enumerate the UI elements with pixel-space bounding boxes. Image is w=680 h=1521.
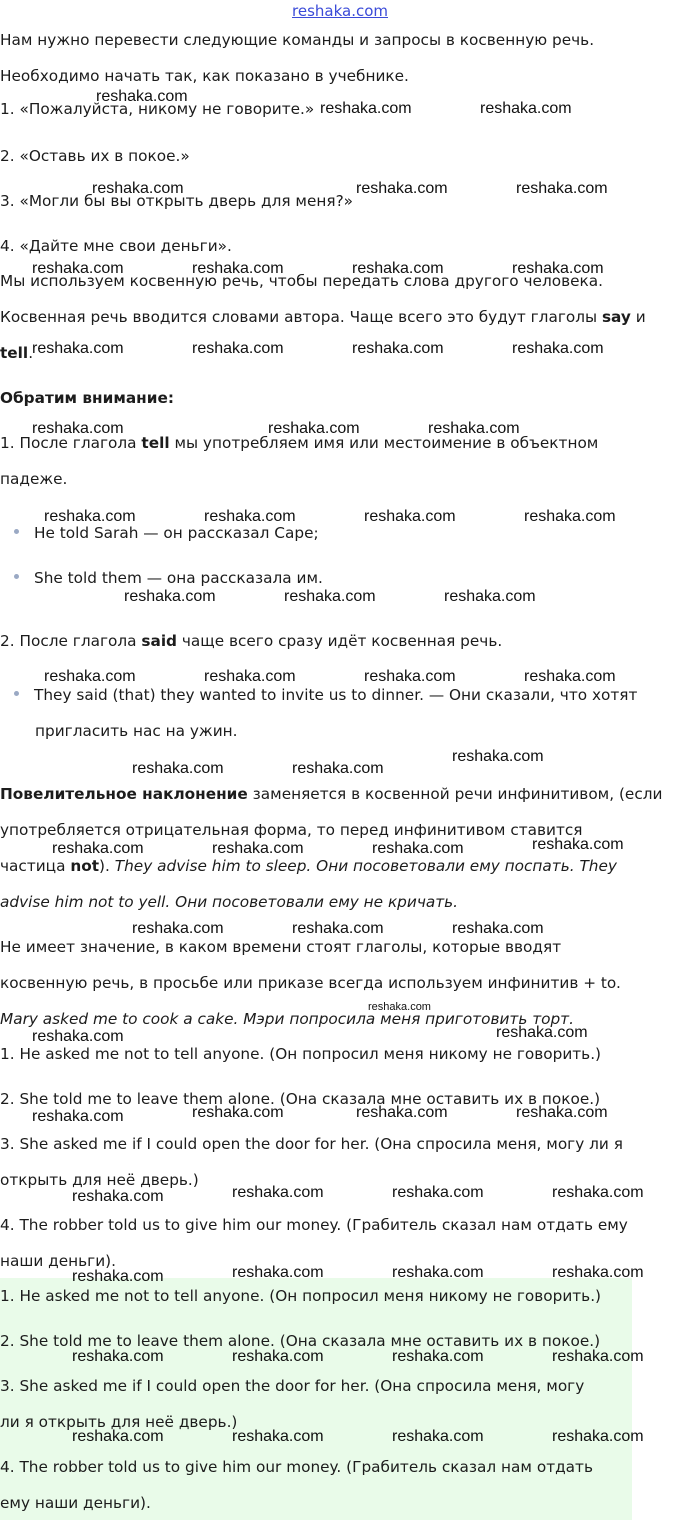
task-3: 3. «Могли бы вы открыть дверь для меня?» — [0, 192, 354, 210]
watermark: reshaka.com — [192, 260, 284, 277]
watermark: reshaka.com — [368, 1001, 431, 1013]
site-link[interactable]: reshaka.com — [292, 2, 388, 20]
watermark: reshaka.com — [392, 1348, 484, 1365]
watermark: reshaka.com — [44, 668, 136, 685]
watermark: reshaka.com — [444, 588, 536, 605]
watermark: reshaka.com — [428, 420, 520, 437]
watermark: reshaka.com — [552, 1184, 644, 1201]
watermark: reshaka.com — [356, 1104, 448, 1121]
keyword-tell-2: tell — [141, 434, 170, 452]
example-italic: Mary asked me to cook a cake. Мэри попросила меня приготовить торт. — [0, 1010, 574, 1028]
list-item: They said (that) they wanted to invite us to dinner. — Они сказали, что хотят — [14, 677, 674, 713]
watermark: reshaka.com — [496, 1024, 588, 1041]
watermark: reshaka.com — [512, 340, 604, 357]
watermark: reshaka.com — [392, 1264, 484, 1281]
rule-1-end: падеже. — [0, 470, 68, 488]
watermark: reshaka.com — [212, 840, 304, 857]
watermark: reshaka.com — [356, 180, 448, 197]
bullet-icon — [14, 574, 19, 579]
watermark: reshaka.com — [352, 260, 444, 277]
task-1: 1. «Пожалуйста, никому не говорите.» — [0, 100, 315, 118]
bullet-icon — [14, 691, 19, 696]
list-item-continuation: пригласить нас на ужин. — [35, 722, 238, 740]
watermark: reshaka.com — [364, 508, 456, 525]
watermark: reshaka.com — [552, 1264, 644, 1281]
watermark: reshaka.com — [320, 100, 412, 117]
watermark: reshaka.com — [268, 420, 360, 437]
watermark: reshaka.com — [232, 1184, 324, 1201]
watermark: reshaka.com — [552, 1348, 644, 1365]
watermark: reshaka.com — [204, 508, 296, 525]
attention-heading: Обратим внимание: — [0, 389, 174, 407]
list-item: She told them — она рассказала им. — [14, 560, 674, 596]
imperative-paragraph: Повелительное наклонение заменяется в косвенной речи инфинитивом, (если — [0, 785, 663, 803]
watermark: reshaka.com — [72, 1428, 164, 1445]
watermark: reshaka.com — [372, 840, 464, 857]
bullet-icon — [14, 529, 19, 534]
solution-3-end: открыть для неё дверь.) — [0, 1171, 199, 1189]
watermark: reshaka.com — [32, 260, 124, 277]
theory-paragraph-2-end: tell. — [0, 344, 34, 362]
keyword-said: said — [141, 632, 178, 650]
watermark: reshaka.com — [72, 1348, 164, 1365]
solution-2: 2. She told me to leave them alone. (Она сказала мне оставить их в покое.) — [0, 1090, 601, 1108]
watermark: reshaka.com — [452, 920, 544, 937]
watermark: reshaka.com — [352, 340, 444, 357]
rule-2: 2. После глагола said чаще всего сразу идёт косвенная речь. — [0, 632, 503, 650]
list-item: He told Sarah — он рассказал Саре; — [14, 515, 674, 551]
solution-4: 4. The robber told us to give him our money. (Грабитель сказал нам отдать ему — [0, 1216, 628, 1234]
intro-line-1: Нам нужно перевести следующие команды и запросы в косвенную речь. — [0, 31, 595, 49]
watermark: reshaka.com — [452, 748, 544, 765]
watermark: reshaka.com — [92, 180, 184, 197]
watermark: reshaka.com — [516, 180, 608, 197]
watermark: reshaka.com — [132, 920, 224, 937]
watermark: reshaka.com — [232, 1348, 324, 1365]
time-paragraph: Не имеет значение, в каком времени стоят глаголы, которые вводят — [0, 938, 562, 956]
rule-1: 1. После глагола tell мы употребляем имя или местоимение в объектном — [0, 434, 599, 452]
answer-3: 3. She asked me if I could open the door for her. (Она спросила меня, могу — [0, 1377, 585, 1395]
watermark: reshaka.com — [524, 508, 616, 525]
task-2: 2. «Оставь их в покое.» — [0, 147, 190, 165]
answer-4-end: ему наши деньги). — [0, 1494, 151, 1512]
answer-2: 2. She told me to leave them alone. (Она сказала мне оставить их в покое.) — [0, 1332, 601, 1350]
watermark: reshaka.com — [124, 588, 216, 605]
watermark: reshaka.com — [132, 760, 224, 777]
watermark: reshaka.com — [364, 668, 456, 685]
theory-paragraph-1: Мы используем косвенную речь, чтобы передать слова другого человека. — [0, 272, 604, 290]
watermark: reshaka.com — [192, 340, 284, 357]
solution-1: 1. He asked me not to tell anyone. (Он попросил меня никому не говорить.) — [0, 1045, 602, 1063]
watermark: reshaka.com — [52, 840, 144, 857]
watermark: reshaka.com — [392, 1184, 484, 1201]
watermark: reshaka.com — [292, 760, 384, 777]
watermark: reshaka.com — [284, 588, 376, 605]
watermark: reshaka.com — [524, 668, 616, 685]
keyword-tell: tell — [0, 344, 29, 362]
watermark: reshaka.com — [292, 920, 384, 937]
keyword-say: say — [601, 308, 631, 326]
intro-line-2: Необходимо начать так, как показано в учебнике. — [0, 67, 409, 85]
watermark: reshaka.com — [516, 1104, 608, 1121]
task-4: 4. «Дайте мне свои деньги». — [0, 237, 232, 255]
imperative-paragraph-2: употребляется отрицательная форма, то перед инфинитивом ставится — [0, 821, 583, 839]
answer-4: 4. The robber told us to give him our money. (Грабитель сказал нам отдать — [0, 1458, 593, 1476]
watermark: reshaka.com — [192, 1104, 284, 1121]
watermark: reshaka.com — [32, 340, 124, 357]
answer-3-end: ли я открыть для неё дверь.) — [0, 1413, 238, 1431]
watermark: reshaka.com — [32, 1028, 124, 1045]
watermark: reshaka.com — [32, 420, 124, 437]
watermark: reshaka.com — [480, 100, 572, 117]
watermark: reshaka.com — [96, 88, 188, 105]
answer-1: 1. He asked me not to tell anyone. (Он попросил меня никому не говорить.) — [0, 1287, 602, 1305]
time-paragraph-2: косвенную речь, в просьбе или приказе всегда используем инфинитив + to. — [0, 974, 621, 992]
watermark: reshaka.com — [72, 1268, 164, 1285]
solution-3: 3. She asked me if I could open the door for her. (Она спросила меня, могу ли я — [0, 1135, 623, 1153]
watermark: reshaka.com — [512, 260, 604, 277]
watermark: reshaka.com — [552, 1428, 644, 1445]
watermark: reshaka.com — [72, 1188, 164, 1205]
imperative-paragraph-4: advise him not to yell. Они посоветовали ему не кричать. — [0, 893, 459, 911]
watermark: reshaka.com — [232, 1428, 324, 1445]
watermark: reshaka.com — [44, 508, 136, 525]
theory-paragraph-2: Косвенная речь вводится словами автора. Чаще всего это будут глаголы say и — [0, 308, 646, 326]
watermark: reshaka.com — [204, 668, 296, 685]
watermark: reshaka.com — [392, 1428, 484, 1445]
imperative-paragraph-3: частица not). They advise him to sleep. Они посоветовали ему поспать. They — [0, 857, 617, 875]
watermark: reshaka.com — [32, 1108, 124, 1125]
watermark: reshaka.com — [232, 1264, 324, 1281]
solution-4-end: наши деньги). — [0, 1252, 116, 1270]
watermark: reshaka.com — [532, 836, 624, 853]
